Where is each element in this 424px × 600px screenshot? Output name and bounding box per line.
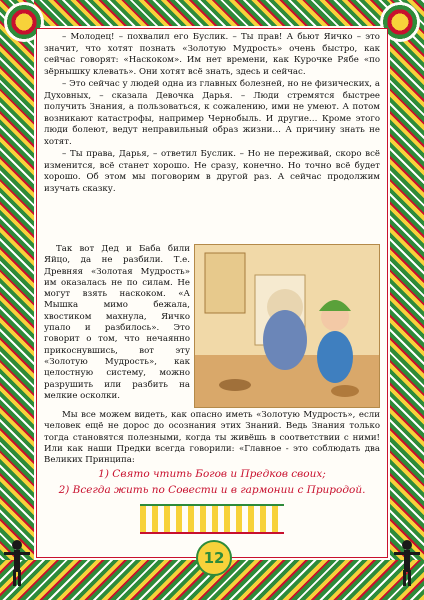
illustration-svg [195, 245, 380, 408]
ornamental-border-top [0, 0, 424, 26]
principle-1: 1) Свято чтить Богов и Предков своих; [98, 468, 326, 480]
ornamental-border-left [0, 0, 34, 600]
conclusion-text [44, 410, 380, 466]
paragraph: – Ты права, Дарья, – ответил Буслик. – Но не переживай, скоро всё изменится, всё станет хорошо. Не сразу, конечно. Но точно всё будет хорошо. Об этом мы поговорим в другой раз. А сейчас продолжим изучать сказку. [44, 149, 380, 194]
knot-ornament-icon [140, 504, 284, 534]
principle-2: 2) Всегда жить по Совести и в гармонии с Природой. [58, 484, 366, 496]
paragraph: – Молодец! – похвалил его Буслик. – Ты прав! А бьют Яичко – это значит, что хотят познать «Золотую Мудрость» очень быстро, как сейчас говорят: «Наскоком». Им нет времени, как Курочке Рябе «по зёрнышку клевать». Они хотят всё знать, здесь и сейчас. [44, 32, 380, 77]
left-column-text [44, 244, 190, 402]
ornamental-border-right [390, 0, 424, 600]
page-number: 12 [196, 540, 232, 576]
paragraph: Мы все можем видеть, как опасно иметь «Золотую Мудрость», если человек ещё не дорос до осознания этих Знаний. Ведь Знания только тогда становятся полезными, когда ты живёшь в соответствии с ними! Или как наши Предки всегда говорили: «Главное - это соблюдать два Великих Принципа: [44, 410, 380, 466]
human-figure-icon [4, 540, 30, 586]
story-text [44, 32, 380, 196]
human-figure-icon [394, 540, 420, 586]
paragraph: Так вот Дед и Баба били Яйцо, да не разбили. Т.е. Древняя «Золотая Мудрость» им оказалась не по силам. Не могут взять наскоком. «А Мышка мимо бежала, хвостиком махнула, Яичко упало и разбилось». Это говорит о том, что нечаянно прикоснувшись, вот эту «Золотую Мудрость», как целостную систему, можно разрушить или разбить на мелкие осколки. [44, 244, 190, 401]
paragraph: – Это сейчас у людей одна из главных болезней, но не физических, а Духовных, – сказала Девочка Дарья. – Люди стремятся быстрее получить Знания, а пользоваться, к сожалению, ими не умеют. А потом возникают катастрофы, например Чернобыль. И другие… Кроме этого люди болеют, ведут неправильный образ жизни… А причину знать не хотят. [44, 79, 380, 147]
fairy-tale-illustration [194, 244, 380, 408]
